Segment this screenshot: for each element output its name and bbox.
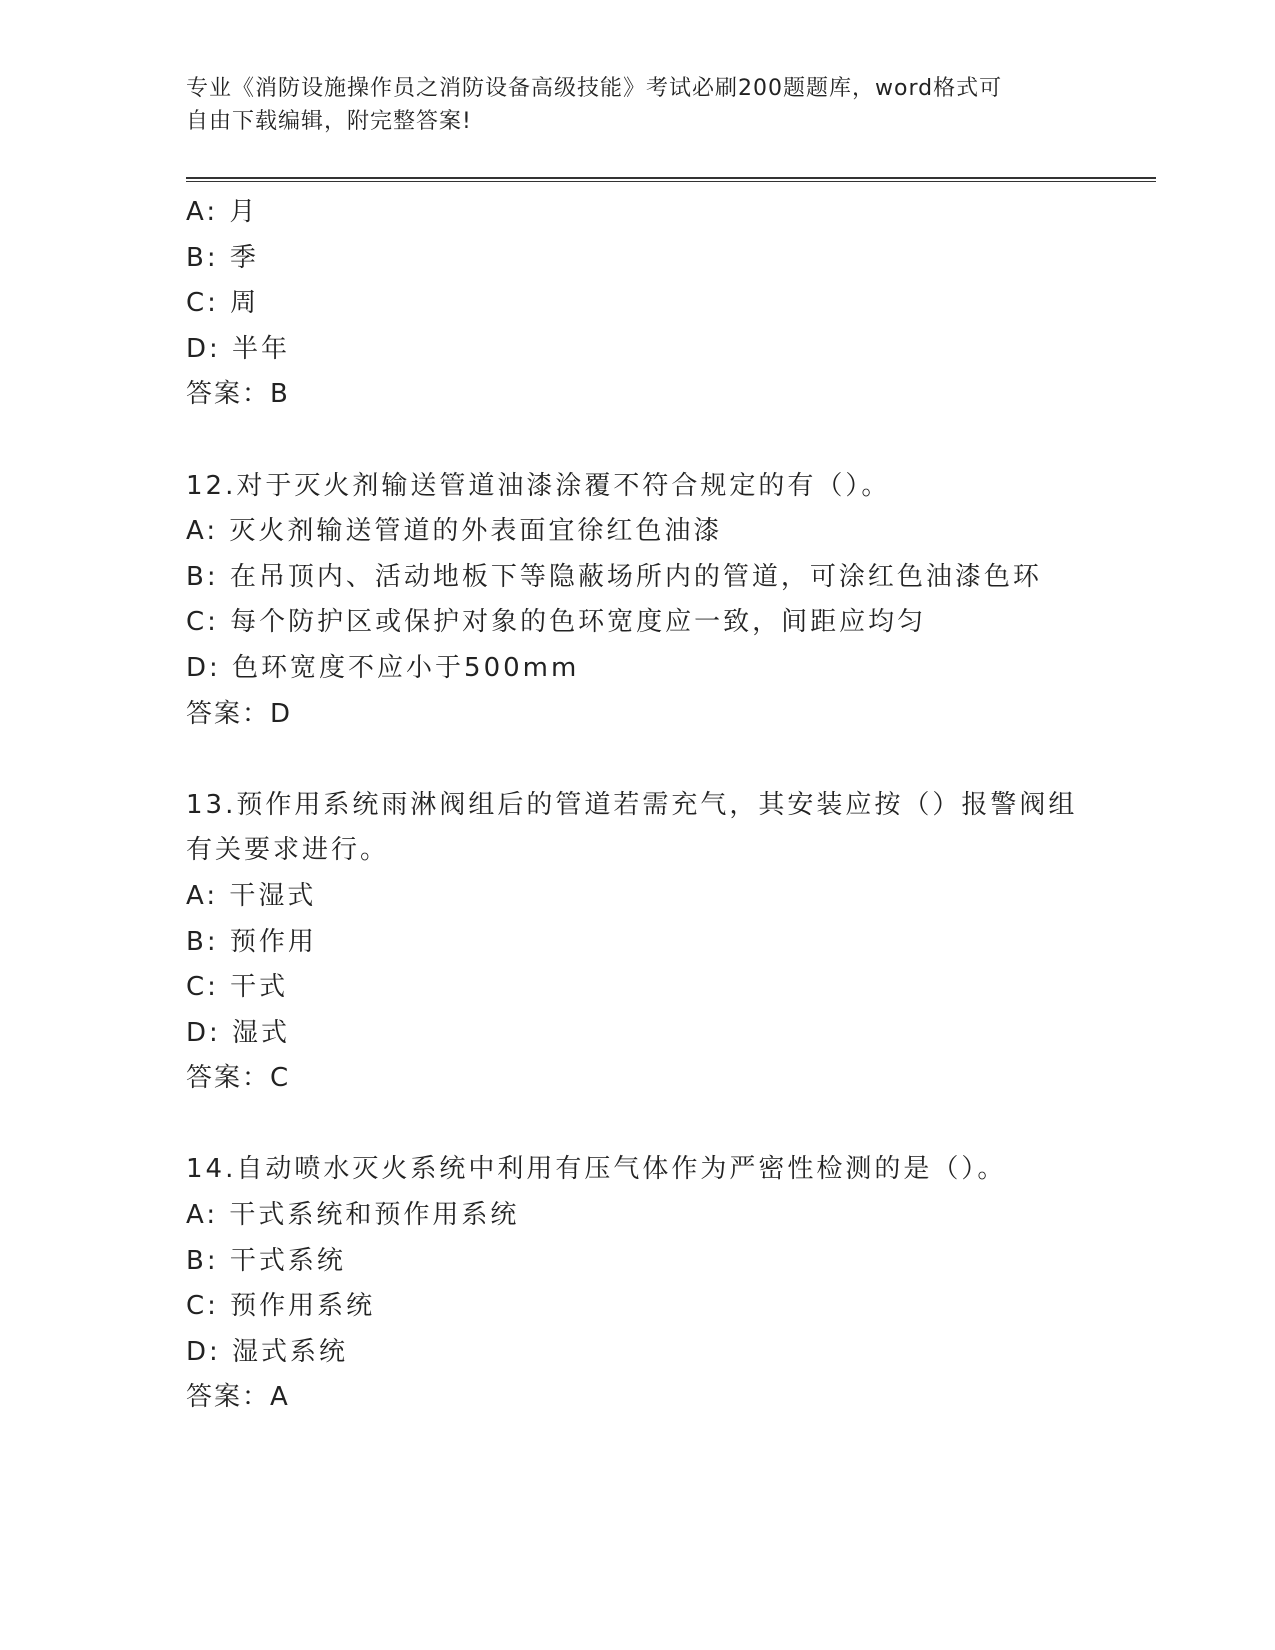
header-line-1: 专业《消防设施操作员之消防设备高级技能》考试必刷200题题库，word格式可 bbox=[186, 76, 1003, 101]
option-c: C: 每个防护区或保护对象的色环宽度应一致，间距应均匀 bbox=[186, 607, 927, 638]
question-11 bbox=[186, 190, 1156, 418]
spacer bbox=[186, 737, 1156, 783]
option-d: D: 湿式 bbox=[186, 1017, 291, 1048]
question-stem: 12.对于灭火剂输送管道油漆涂覆不符合规定的有（）。 bbox=[186, 470, 891, 501]
question-14 bbox=[186, 1147, 1156, 1421]
answer: 答案：D bbox=[186, 698, 293, 729]
option-a: A: 干式系统和预作用系统 bbox=[186, 1200, 520, 1231]
option-b: B: 干式系统 bbox=[186, 1245, 346, 1276]
question-stem-line-1: 13.预作用系统雨淋阀组后的管道若需充气，其安装应按（）报警阀组 bbox=[186, 789, 1078, 820]
option-a: A: 灭火剂输送管道的外表面宜徐红色油漆 bbox=[186, 516, 723, 547]
option-b: B: 在吊顶内、活动地板下等隐蔽场所内的管道，可涂红色油漆色环 bbox=[186, 561, 1042, 592]
question-stem-line-2: 有关要求进行。 bbox=[186, 835, 390, 866]
spacer bbox=[186, 418, 1156, 464]
option-b: B: 预作用 bbox=[186, 926, 317, 957]
header-divider bbox=[186, 177, 1156, 182]
question-stem: 14.自动喷水灭火系统中利用有压气体作为严密性检测的是（）。 bbox=[186, 1154, 1007, 1185]
option-c: C: 预作用系统 bbox=[186, 1291, 376, 1322]
page-header bbox=[186, 72, 1066, 138]
question-12 bbox=[186, 464, 1156, 738]
header-line-2: 自由下载编辑，附完整答案! bbox=[186, 109, 472, 134]
option-d: D: 半年 bbox=[186, 333, 291, 364]
option-b: B: 季 bbox=[186, 242, 259, 273]
option-c: C: 周 bbox=[186, 288, 260, 319]
question-content bbox=[186, 190, 1156, 1421]
option-d: D: 湿式系统 bbox=[186, 1336, 349, 1367]
answer: 答案：C bbox=[186, 1063, 291, 1094]
option-a: A: 干湿式 bbox=[186, 880, 317, 911]
answer: 答案：B bbox=[186, 379, 290, 410]
question-13 bbox=[186, 783, 1156, 1102]
option-d: D: 色环宽度不应小于500mm bbox=[186, 652, 580, 683]
option-a: A: 月 bbox=[186, 197, 259, 227]
spacer bbox=[186, 1102, 1156, 1148]
answer: 答案：A bbox=[186, 1382, 290, 1413]
option-c: C: 干式 bbox=[186, 972, 289, 1003]
